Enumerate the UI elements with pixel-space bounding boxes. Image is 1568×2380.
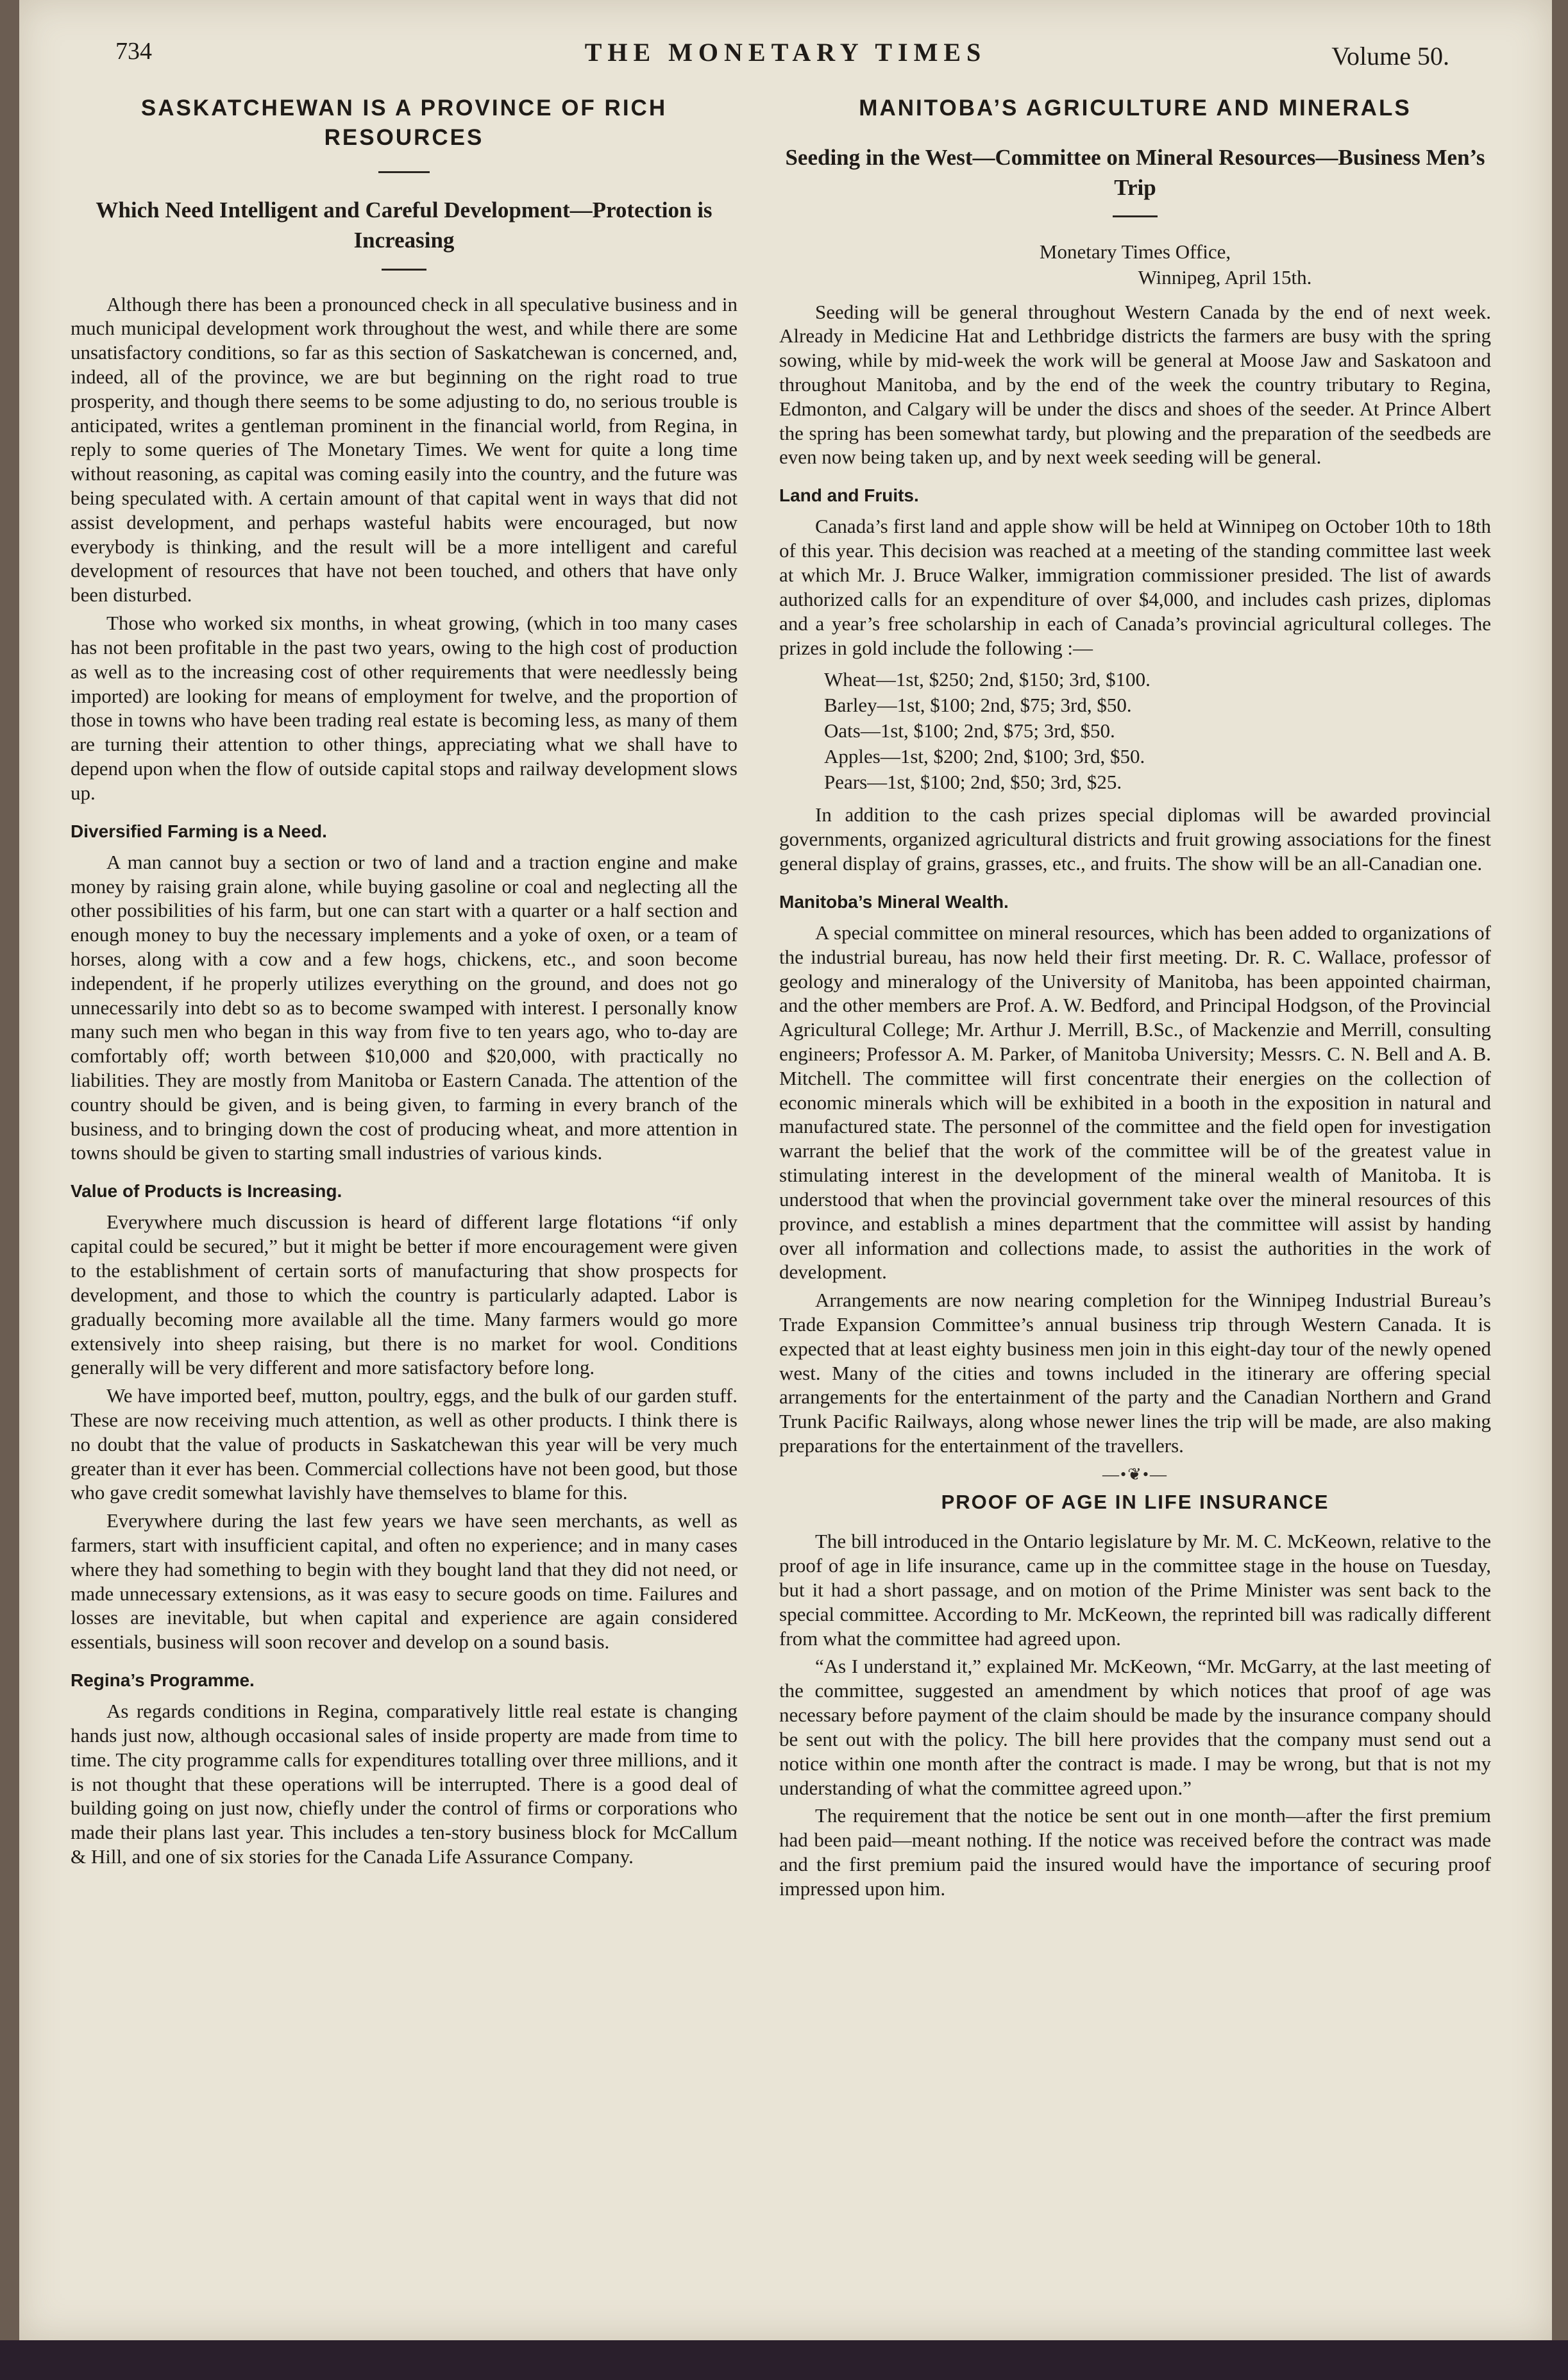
subtitle-rule — [382, 269, 426, 271]
paragraph: We have imported beef, mutton, poultry, eggs, and the bulk of our garden stuff. These are now receiving much attention, as well as other products. I think there is no doubt that the value of products in Saskatchewan this year will be very much greater than it ever has been. Commercial collections have not been good, but those who gave credit somewhat lavishly have themselves to blame for this. — [71, 1384, 738, 1504]
section-ornament: —•❦•— — [1102, 1464, 1168, 1484]
article-title: MANITOBA’S AGRICULTURE AND MINERALS — [859, 96, 1412, 121]
right-column — [779, 90, 1491, 1905]
subtitle-rule — [1113, 215, 1158, 217]
title-rule — [378, 171, 430, 173]
paragraph: Canada’s first land and apple show will be held at Winnipeg on October 10th to 18th of this year. This decision was reached at a meeting of the standing committee last week at which Mr. J. Bruce Walker, immigration commissioner presided. The list of awards authorized calls for an expenditure of over $4,000, and includes cash prizes, diplomas and a year’s free scholarship in each of Canada’s provincial agricultural colleges. The prizes in gold include the following :— — [779, 515, 1491, 659]
paragraph: Everywhere during the last few years we have seen merchants, as well as farmers, start with insufficient capital, and often no experience; and in many cases where they had something to begin with they bought land that they did not need, or made unnecessary extensions, as it was easy to secure goods on time. Failures and losses are inevitable, but when capital and experience are again considered essentials, business will soon recover and develop on a sound basis. — [71, 1509, 738, 1654]
article-title: PROOF OF AGE IN LIFE INSURANCE — [941, 1490, 1329, 1513]
dateline-office: Monetary Times Office, — [1039, 240, 1231, 263]
article-subtitle: Which Need Intelligent and Careful Development—Protection is Increasing — [96, 197, 712, 253]
paragraph: A man cannot buy a section or two of land and a traction engine and make money by raising grain alone, while buying gasoline or coal and neglecting all the other possibilities of his farm, but one can start with a quarter or a half section and enough money to buy the necessary implements and a yoke of oxen, or a team of horses, along with a cow and a few hogs, chickens, etc., and soon become independent, if he properly utilizes everything on the ground, and does not go unnecessarily into debt so as to become swamped with interest. I personally know many such men who began in this way from five to ten years ago, who to-day are comfortably off; worth between $10,000 and $20,000, with practically no liabilities. They are mostly from Manitoba or Eastern Canada. The attention of the country should be given, and is being given, to farming in every branch of the business, and to bringing down the cost of producing wheat, and more attention in towns should be given to starting small industries of various kinds. — [71, 850, 738, 1164]
prize-line: Apples—1st, $200; 2nd, $100; 3rd, $50. — [824, 744, 1145, 767]
article-subtitle: Seeding in the West—Committee on Mineral Resources—Business Men’s Trip — [785, 144, 1485, 200]
paragraph: The requirement that the notice be sent out in one month—after the first premium had been paid—meant nothing. If the notice was received before the contract was made and the first premium paid the insured would have the importance of securing proof impressed upon him. — [779, 1804, 1491, 1900]
paragraph: Those who worked six months, in wheat growing, (which in too many cases has not been profitable in the past two years, owing to the high cost of production as well as to the increasing cost of other requirements that were needlessly being imported) are looking for means of employment for twelve, and the proportion of those in towns who have been trading real estate is becoming less, as many of them are turning their attention to other things, appreciating what we shall have to depend upon when the flow of outside capital stops and railway development slows up. — [71, 612, 738, 804]
scan-background — [0, 2340, 1568, 2380]
section-heading: Land and Fruits. — [779, 485, 919, 506]
paragraph: Arrangements are now nearing completion for the Winnipeg Industrial Bureau’s Trade Expansion Committee’s annual business trip through Western Canada. It is expected that at least eighty business men join in this eight-day tour of the newly opened west. Many of the cities and towns included in the itinerary are offering special arrangements for the entertainment of the party and the Canadian Northern and Grand Trunk Pacific Railways, along whose newer lines the trip will be made, are also making preparations for the entertainment of the travellers. — [779, 1289, 1491, 1457]
article-title: SASKATCHEWAN IS A PROVINCE OF RICH RESOURCES — [140, 96, 668, 150]
prize-line: Wheat—1st, $250; 2nd, $150; 3rd, $100. — [824, 668, 1151, 691]
paragraph: Although there has been a pronounced check in all speculative business and in much municipal development work throughout the west, and while there are some unsatisfactory conditions, so far as this section of Saskatchewan is concerned, and, indeed, all of the province, we are but beginning on the right road to true prosperity, and though there seems to be some adjusting to do, no serious trouble is anticipated, writes a gentleman prominent in the financial world, from Regina, in reply to some queries of The Monetary Times. We went for quite a long time without reasoning, as capital was coming easily into the country, and the future was being speculated with. A certain amount of that capital went in ways that did not assist development, and perhaps wasteful habits were encouraged, but now everybody is thinking, and the result will be a more intelligent and careful development of resources that have not been touched, and others that have only been disturbed. — [71, 292, 738, 607]
prize-line: Pears—1st, $100; 2nd, $50; 3rd, $25. — [824, 770, 1122, 793]
volume-label: Volume 50. — [1331, 42, 1449, 71]
newspaper-page — [19, 0, 1552, 2340]
prize-line: Barley—1st, $100; 2nd, $75; 3rd, $50. — [824, 694, 1132, 717]
section-heading: Diversified Farming is a Need. — [71, 821, 327, 841]
section-heading: Manitoba’s Mineral Wealth. — [779, 891, 1009, 912]
left-column — [71, 90, 738, 1873]
paragraph: A special committee on mineral resources, which has been added to organizations of the industrial bureau, has now held their first meeting. Dr. R. C. Wallace, professor of geology and mineralogy of the University of Manitoba, has been appointed chairman, and the other members are Prof. A. W. Bedford, and Principal Hodgson, of the Provincial Agricultural College; Mr. Arthur J. Merrill, B.Sc., of Mackenzie and Merrill, consulting engineers; Professor A. M. Parker, of Manitoba University; Messrs. C. N. Bell and A. B. Mitchell. The committee will first concentrate their energies on the collection of economic minerals which will be exhibited in a booth in the exposition in natural and manufactured state. The personnel of the committee and the field open for investigation warrant the belief that the work of the committee will be of the greatest value in stimulating interest in the development of the mineral wealth of Manitoba. It is understood that when the provincial government take over the mineral resources of this province, and establish a mines department that the committee will assist by handing over all information and collections made, to assist the authorities in the work of development. — [779, 921, 1491, 1284]
section-heading: Value of Products is Increasing. — [71, 1181, 342, 1202]
paragraph: Everywhere much discussion is heard of different large flotations “if only capital could be secured,” but it might be better if more encouragement were given to the establishment of certain sorts of manufacturing that show prospects for development, and those to which the country is particularly adapted. Labor is gradually becoming more available all the time. Many farmers would go more extensively into sheep raising, but there is no market for wool. Conditions generally will be very different and more satisfactory before long. — [71, 1211, 738, 1379]
dateline-date: Winnipeg, April 15th. — [1138, 266, 1312, 289]
prize-list — [824, 667, 1491, 794]
paragraph: In addition to the cash prizes special diplomas will be awarded provincial governments, organized agricultural districts and fruit growing associations for the finest general display of grains, grasses, etc., and fruits. The show will be an all-Canadian one. — [779, 803, 1491, 875]
paragraph: The bill introduced in the Ontario legislature by Mr. M. C. McKeown, relative to the proof of age in life insurance, came up in the committee stage in the house on Tuesday, but it had a short passage, and on motion of the Prime Minister was sent back to the special committee. According to Mr. McKeown, the reprinted bill was radically different from what the committee had agreed upon. — [779, 1530, 1491, 1650]
prize-line: Oats—1st, $100; 2nd, $75; 3rd, $50. — [824, 719, 1115, 742]
paragraph: Seeding will be general throughout Western Canada by the end of next week. Already in Medicine Hat and Lethbridge districts the farmers are busy with the spring sowing, while by mid-week the work will be general at Moose Jaw and Saskatoon and throughout Manitoba, and by the end of the week the country tributary to Regina, Edmonton, and Calgary will be under the discs and shoes of the seeder. At Prince Albert the spring has been somewhat tardy, but plowing and the preparation of the seedbeds are even now being taken up, and by next week seeding will be general. — [779, 300, 1491, 469]
paragraph: “As I understand it,” explained Mr. McKeown, “Mr. McGarry, at the last meeting of the committee, suggested an amendment by which notices that proof of age was necessary before payment of the claim should be made by the insurance company should be sent out with the policy. The bill here provides that the company must send out a notice within one month after the contract is made. I may be wrong, but that is not my understanding of what the committee agreed upon.” — [779, 1655, 1491, 1799]
journal-title: THE MONETARY TIMES — [584, 38, 987, 67]
paragraph: As regards conditions in Regina, comparatively little real estate is changing hands just now, although occasional sales of inside property are made from time to time. The city programme calls for expenditures totalling over three millions, and it is not thought that these operations will be interrupted. There is a good deal of building going on just now, chiefly under the control of firms or corporations who made their plans last year. This includes a ten-story business block for McCallum & Hill, and one of six stories for the Canada Life Assurance Company. — [71, 1700, 738, 1868]
section-heading: Regina’s Programme. — [71, 1670, 255, 1691]
dateline — [779, 239, 1491, 291]
page-number: 734 — [115, 38, 152, 65]
page-header — [19, 37, 1552, 76]
